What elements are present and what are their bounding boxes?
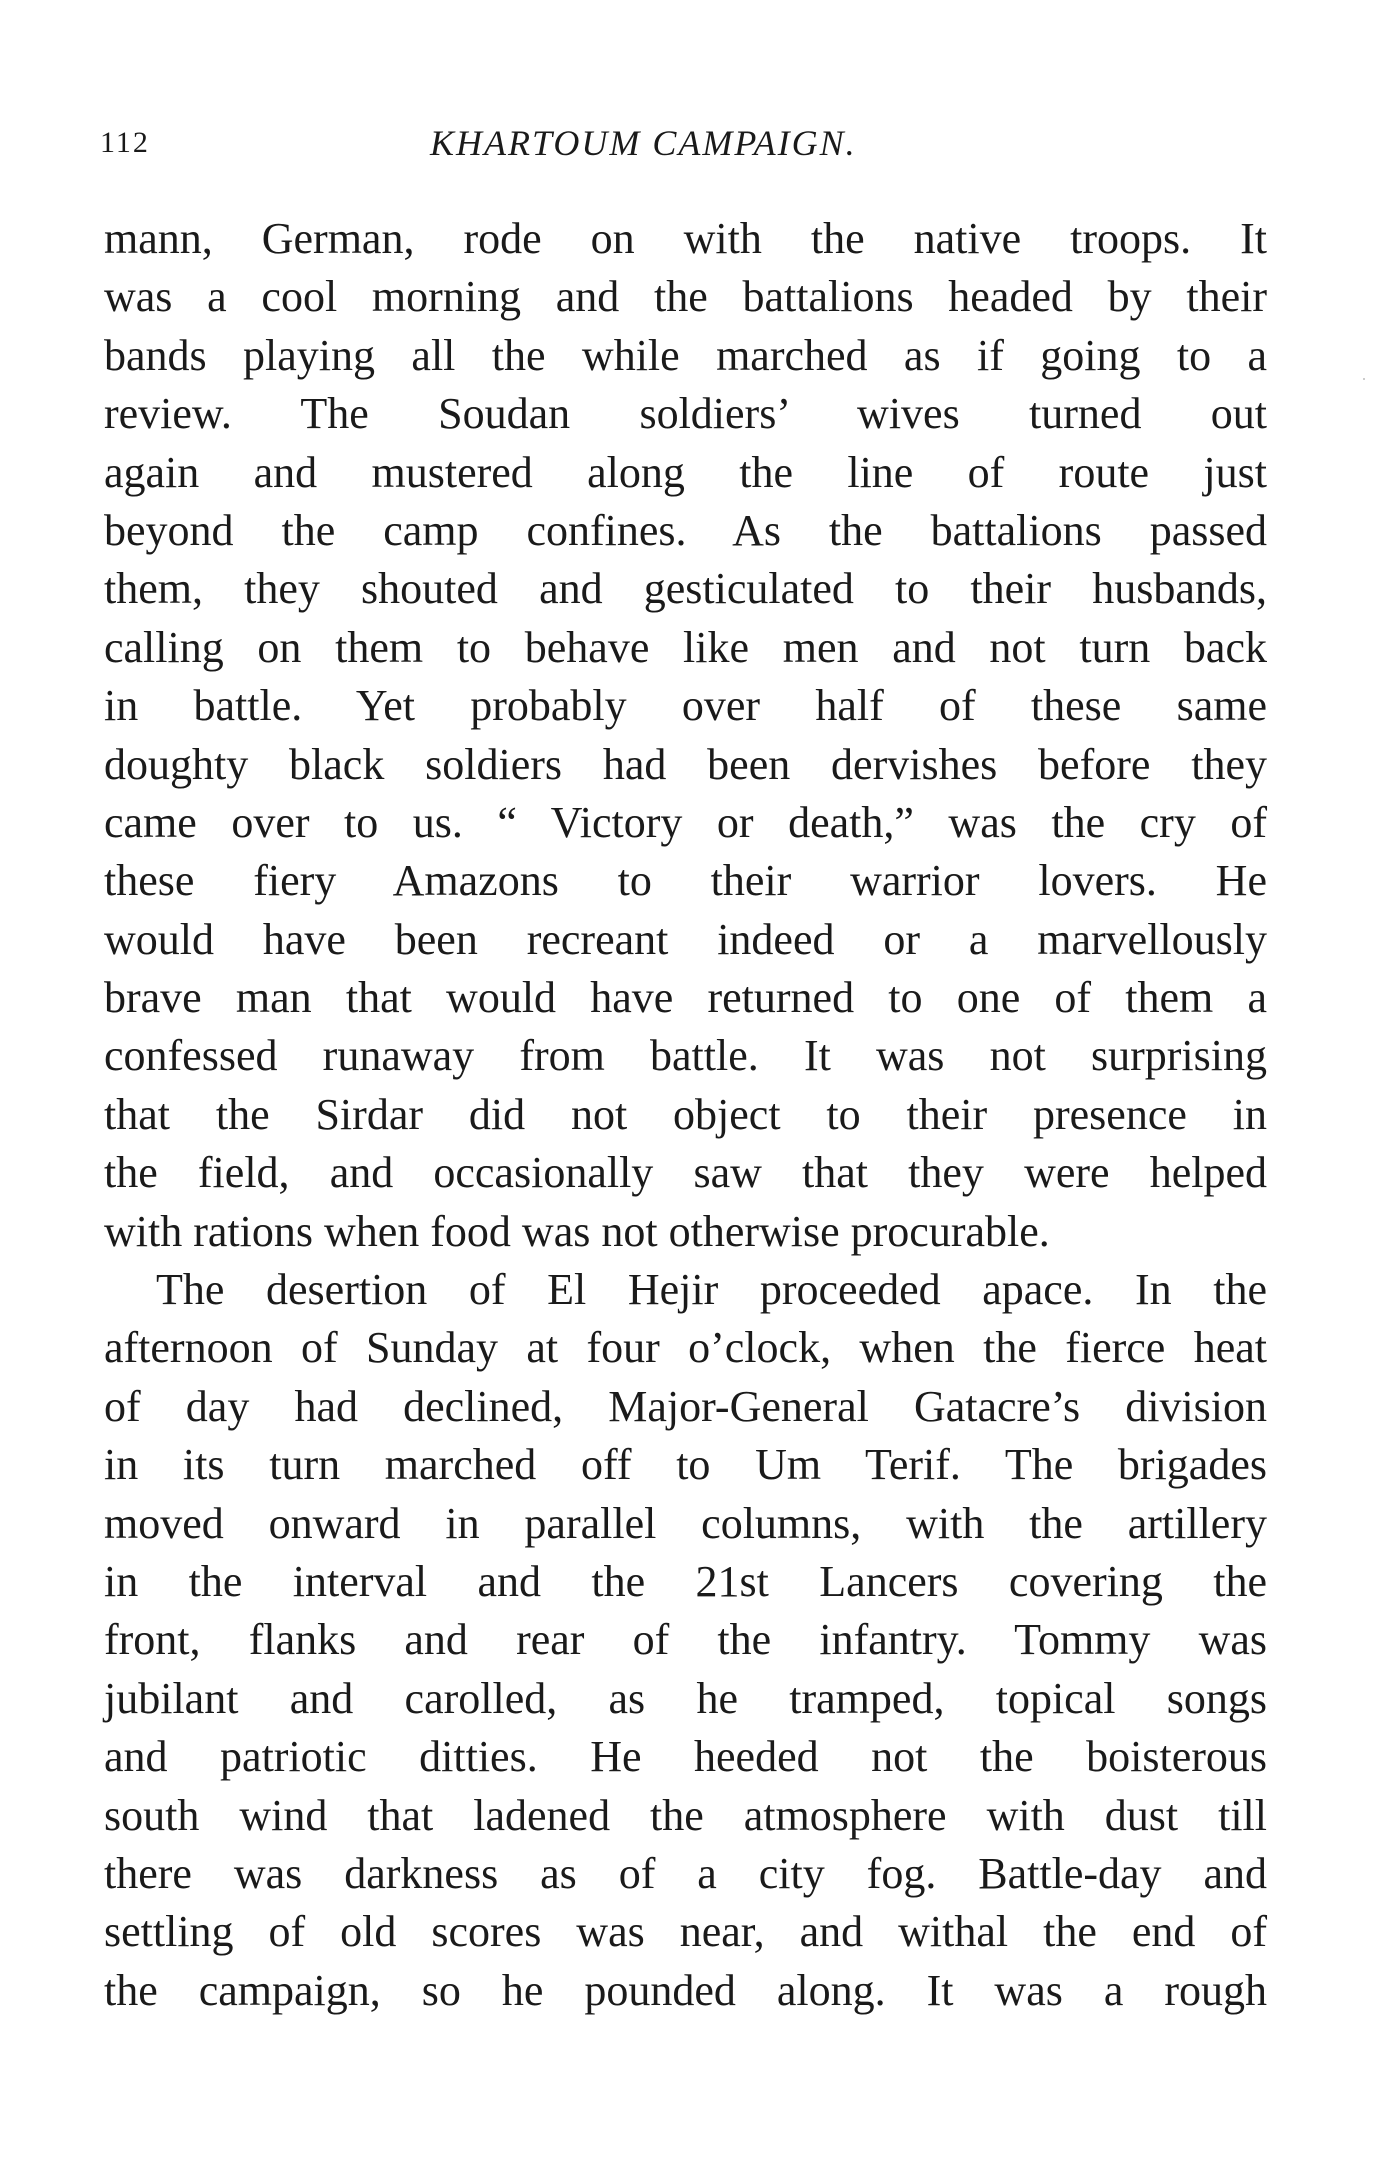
text-line: was a cool morning and the battalions headed by their	[104, 272, 1267, 322]
text-line: them, they shouted and gesticulated to their husbands,	[104, 564, 1267, 614]
running-title: KHARTOUM CAMPAIGN.	[430, 123, 857, 163]
text-line: in the interval and the 21st Lancers covering the	[104, 1556, 1267, 1606]
text-line: with rations when food was not otherwise procurable.	[104, 1206, 1050, 1256]
text-line: of day had declined, Major-General Gatacre’s division	[104, 1381, 1267, 1431]
body-text	[104, 210, 1267, 2020]
text-line: these fiery Amazons to their warrior lovers. He	[104, 856, 1267, 906]
text-line: moved onward in parallel columns, with the artillery	[104, 1498, 1267, 1548]
text-line: mann, German, rode on with the native troops. It	[104, 214, 1267, 263]
text-line: jubilant and carolled, as he tramped, topical songs	[104, 1673, 1267, 1723]
page-edge-speck	[1363, 378, 1365, 380]
text-line: front, flanks and rear of the infantry. Tommy was	[104, 1615, 1267, 1665]
text-line: doughty black soldiers had been dervishes before they	[104, 739, 1267, 789]
running-head	[100, 123, 1270, 176]
text-line: that the Sirdar did not object to their presence in	[104, 1089, 1267, 1139]
text-line: the field, and occasionally saw that they were helped	[104, 1148, 1267, 1198]
text-line: again and mustered along the line of route just	[104, 447, 1267, 497]
text-line: would have been recreant indeed or a marvellously	[104, 914, 1267, 964]
text-line: afternoon of Sunday at four o’clock, when the fierce heat	[104, 1323, 1267, 1373]
text-line: there was darkness as of a city fog. Battle-day and	[104, 1848, 1267, 1898]
text-line: review. The Soudan soldiers’ wives turned out	[104, 389, 1267, 439]
text-line: beyond the camp confines. As the battalions passed	[104, 505, 1267, 555]
text-line: in its turn marched off to Um Terif. The brigades	[104, 1440, 1267, 1490]
text-line: The desertion of El Hejir proceeded apace. In the	[156, 1265, 1267, 1315]
text-line: calling on them to behave like men and not turn back	[104, 622, 1267, 672]
text-line: and patriotic ditties. He heeded not the boisterous	[104, 1732, 1267, 1782]
text-line: came over to us. “ Victory or death,” was the cry of	[104, 797, 1267, 847]
text-line: in battle. Yet probably over half of these same	[104, 681, 1267, 731]
text-line: south wind that ladened the atmosphere with dust till	[104, 1790, 1267, 1840]
text-line: settling of old scores was near, and withal the end of	[104, 1907, 1267, 1957]
text-line: the campaign, so he pounded along. It was a rough	[104, 1965, 1267, 2015]
text-line: brave man that would have returned to one of them a	[104, 973, 1267, 1023]
text-line: confessed runaway from battle. It was not surprising	[104, 1031, 1267, 1081]
text-line: bands playing all the while marched as if going to a	[104, 330, 1267, 380]
paragraph-2	[104, 1261, 1267, 2020]
paragraph-1	[104, 210, 1267, 1261]
page-number: 112	[100, 126, 150, 159]
